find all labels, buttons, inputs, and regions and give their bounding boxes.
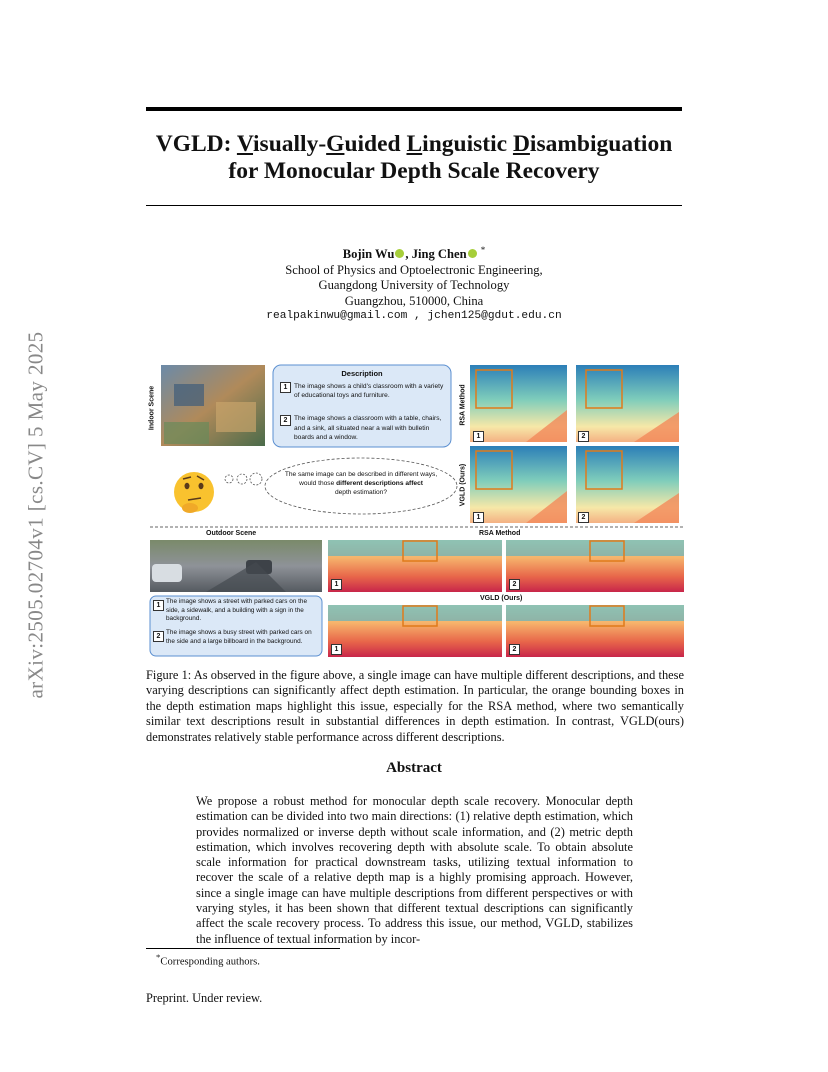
desc2-number: 2 — [280, 415, 291, 426]
corresponding-mark: * — [480, 245, 486, 255]
indoor-scene-label: Indoor Scene — [148, 385, 156, 431]
thinking-face-icon — [174, 472, 214, 513]
preprint-note: Preprint. Under review. — [146, 991, 263, 1005]
vgld-outdoor-maps — [328, 605, 684, 657]
vgld-indoor-num-2: 2 — [578, 512, 589, 523]
vgld-ours-label: VGLD (Ours) — [480, 595, 523, 602]
abstract-text: We propose a robust method for monocular depth scale recovery. Monocular depth estimation can be divided into two main directions: (1) relative depth estimation, which provides normalized or inverse depth without scale information, and (2) metric depth estimation, which involves recovering depth with absolute scale. To obtain absolute scale information for practical downstream tasks, utilizing textual information to recover the scale of a relative depth map is a highly promising approach. However, since a single image can have multiple descriptions from different perspectives or with varying styles, it has been shown that different textual descriptions can significantly affect the scale recovery process. To address this issue, our method, VGLD, stabilizes the influence of textual information by incor- — [196, 794, 633, 946]
paper-title — [100, 131, 728, 185]
thought-line-2: would those different descriptions affect — [299, 480, 423, 487]
title-segment: VGLD: — [155, 131, 237, 157]
rsa-method-label: RSA Method — [479, 530, 521, 537]
title-segment: isambiguation — [529, 131, 673, 157]
rsa-indoor-maps — [470, 365, 679, 442]
university: Guangdong University of Technology — [318, 278, 510, 293]
author-1: Bojin Wu — [342, 247, 395, 262]
author-block — [146, 243, 682, 325]
rsa-outdoor-num-2: 2 — [509, 579, 520, 590]
orcid-icon[interactable] — [395, 249, 404, 258]
thought-line-3: depth estimation? — [334, 489, 388, 496]
title-segment: isually- — [253, 131, 327, 157]
title-underlined-initial: V — [236, 131, 254, 157]
rsa-indoor-num-1: 1 — [473, 431, 484, 442]
vgld-indoor-num-1: 1 — [473, 512, 484, 523]
rsa-outdoor-num-1: 1 — [331, 579, 342, 590]
title-segment: inguistic — [422, 131, 513, 157]
indoor-description-2: The image shows a classroom with a table, chairs, and a sink, all situated near a wall with bulletin boards and a window. — [294, 415, 442, 441]
emails[interactable]: realpakinwu@gmail.com , jchen125@gdut.edu.cn — [266, 310, 562, 323]
title-underlined-initial: D — [512, 131, 530, 157]
footnote-mark: * — [156, 952, 161, 962]
footnote-text: Corresponding authors. — [160, 956, 260, 968]
arxiv-id-text: arXiv:2505.02704v1 [cs.CV] 5 May 2025 — [23, 331, 48, 699]
vgld-outdoor-num-1: 1 — [331, 644, 342, 655]
orcid-icon[interactable] — [468, 249, 477, 258]
footnote-rule — [146, 948, 340, 949]
title-line-1 — [100, 131, 728, 158]
outdoor-desc2-number: 2 — [153, 631, 164, 642]
outdoor-desc1-number: 1 — [153, 600, 164, 611]
author-names — [146, 243, 682, 263]
outdoor-description-2: The image shows a busy street with parked cars on the side and a large billboard in the background. — [166, 629, 312, 645]
title-underlined-initial: G — [326, 131, 345, 157]
abstract-heading: Abstract — [386, 760, 442, 776]
footnote — [156, 952, 260, 968]
title-bottom-rule — [146, 205, 682, 206]
affiliation: School of Physics and Optoelectronic Engineering, — [285, 262, 543, 277]
vgld-indoor-maps — [470, 446, 679, 523]
title-line-2: for Monocular Depth Scale Recovery — [228, 158, 600, 184]
desc1-number: 1 — [280, 382, 291, 393]
indoor-description-1: The image shows a child's classroom with a variety of educational toys and furniture. — [294, 383, 444, 399]
figure-caption: Figure 1: As observed in the figure above, a single image can have multiple different descriptions, and these varying descriptions can significantly affect depth estimation. In particular, the orange bounding boxes in the depth estimation maps highlight this issue, especially for the RSA method, where two semantically similar text descriptions result in substantial differences in depth estimation. In contrast, VGLD(ours) demonstrates relatively stable performance across different descriptions. — [146, 668, 684, 744]
author-2: Jing Chen — [411, 247, 467, 262]
vgld-side-label: VGLD (Ours) — [459, 463, 467, 507]
rsa-outdoor-maps — [328, 540, 684, 592]
arxiv-side-label — [18, 285, 54, 745]
thought-line-1: The same image can be described in different ways, — [284, 471, 438, 478]
title-underlined-initial: L — [406, 131, 423, 157]
rsa-indoor-num-2: 2 — [578, 431, 589, 442]
outdoor-description-1: The image shows a street with parked cars on the side, a sidewalk, and a building with a sign in the background. — [166, 598, 308, 622]
title-segment: uided — [344, 131, 407, 157]
vgld-outdoor-num-2: 2 — [509, 644, 520, 655]
title-top-rule — [146, 107, 682, 111]
rsa-side-label: RSA Method — [459, 384, 467, 426]
thought-text — [268, 470, 454, 497]
city: Guangzhou, 510000, China — [344, 293, 484, 308]
outdoor-scene-label: Outdoor Scene — [206, 530, 257, 537]
description-title: Description — [341, 369, 383, 378]
figure-1 — [146, 362, 684, 662]
author-separator: , — [405, 247, 409, 262]
